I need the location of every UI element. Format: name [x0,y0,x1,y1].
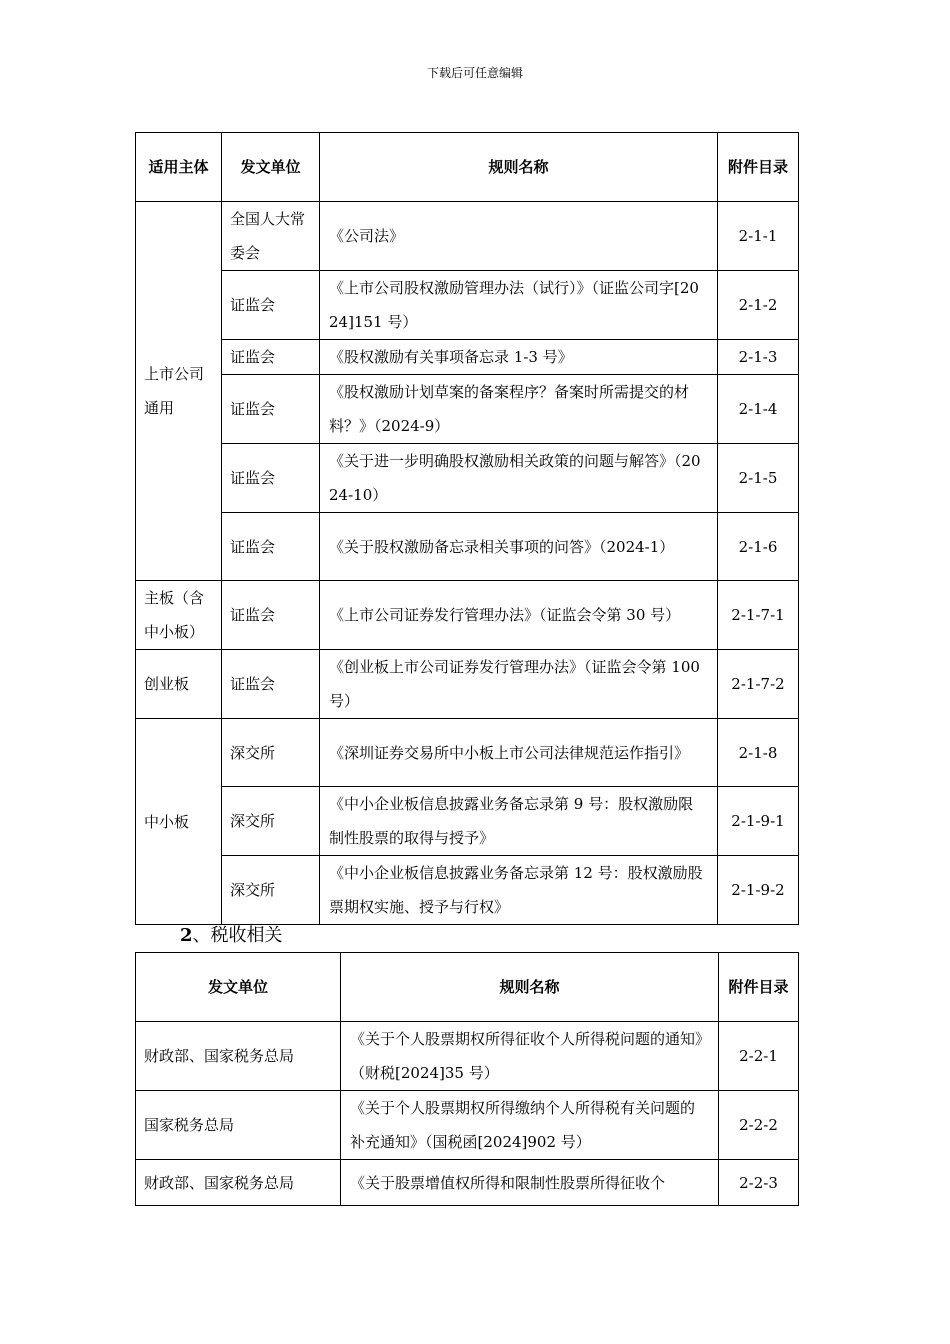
rule-name-cell: 《上市公司股权激励管理办法（试行）》（证监公司字[2024]151 号） [320,271,718,340]
table-row [136,340,799,375]
table-row [136,202,799,271]
attachment-code-cell: 2-1-5 [718,444,799,513]
rule-name-cell: 《股权激励有关事项备忘录 1-3 号》 [320,340,718,375]
attachment-code-cell: 2-1-7-2 [718,650,799,719]
rule-name-cell: 《公司法》 [320,202,718,271]
issuer-cell: 证监会 [222,271,320,340]
issuer-cell: 证监会 [222,650,320,719]
table-row [136,1160,799,1206]
table-row [136,444,799,513]
issuer-cell: 深交所 [222,719,320,787]
rule-name-cell: 《深圳证券交易所中小板上市公司法律规范运作指引》 [320,719,718,787]
table-header-row [136,953,799,1022]
header-issuer: 发文单位 [222,133,320,202]
attachment-code-cell: 2-1-6 [718,513,799,581]
header-rule-name: 规则名称 [341,953,719,1022]
table-row [136,787,799,856]
issuer-cell: 财政部、国家税务总局 [136,1160,341,1206]
attachment-code-cell: 2-2-3 [719,1160,799,1206]
issuer-cell: 证监会 [222,375,320,444]
attachment-code-cell: 2-1-2 [718,271,799,340]
rule-name-cell: 《关于个人股票期权所得征收个人所得税问题的通知》（财税[2024]35 号） [341,1022,719,1091]
issuer-cell: 国家税务总局 [136,1091,341,1160]
header-attachment: 附件目录 [719,953,799,1022]
issuer-cell: 全国人大常委会 [222,202,320,271]
subject-cell: 创业板 [136,650,222,719]
attachment-code-cell: 2-1-1 [718,202,799,271]
attachment-code-cell: 2-1-4 [718,375,799,444]
rule-name-cell: 《创业板上市公司证券发行管理办法》（证监会令第 100 号） [320,650,718,719]
subject-cell: 中小板 [136,719,222,925]
rule-name-cell: 《中小企业板信息披露业务备忘录第 12 号：股权激励股票期权实施、授予与行权》 [320,856,718,925]
issuer-cell: 证监会 [222,513,320,581]
rule-name-cell: 《中小企业板信息披露业务备忘录第 9 号：股权激励限制性股票的取得与授予》 [320,787,718,856]
attachment-code-cell: 2-1-7-1 [718,581,799,650]
tax-rules-table [135,952,799,1206]
rule-name-cell: 《上市公司证券发行管理办法》（证监会令第 30 号） [320,581,718,650]
attachment-code-cell: 2-2-2 [719,1091,799,1160]
issuer-cell: 深交所 [222,856,320,925]
section-title-text: 、税收相关 [192,925,283,946]
section-number: 2 [180,925,193,946]
rules-table [135,132,799,925]
table-row [136,375,799,444]
attachment-code-cell: 2-1-8 [718,719,799,787]
attachment-code-cell: 2-1-3 [718,340,799,375]
issuer-cell: 证监会 [222,340,320,375]
header-rule-name: 规则名称 [320,133,718,202]
table-header-row [136,133,799,202]
table-row [136,1022,799,1091]
attachment-code-cell: 2-1-9-2 [718,856,799,925]
issuer-cell: 证监会 [222,444,320,513]
rule-name-cell: 《股权激励计划草案的备案程序？备案时所需提交的材料？》（2024-9） [320,375,718,444]
table-row [136,856,799,925]
header-issuer: 发文单位 [136,953,341,1022]
table-row [136,719,799,787]
section-heading-tax [180,922,283,950]
rule-name-cell: 《关于股票增值权所得和限制性股票所得征收个 [341,1160,719,1206]
issuer-cell: 深交所 [222,787,320,856]
header-subject: 适用主体 [136,133,222,202]
rule-name-cell: 《关于进一步明确股权激励相关政策的问题与解答》（2024-10） [320,444,718,513]
rule-name-cell: 《关于股权激励备忘录相关事项的问答》（2024-1） [320,513,718,581]
table-row [136,650,799,719]
header-note: 下载后可任意编辑 [426,66,523,80]
table-row [136,513,799,581]
issuer-cell: 证监会 [222,581,320,650]
table-row [136,581,799,650]
attachment-code-cell: 2-1-9-1 [718,787,799,856]
issuer-cell: 财政部、国家税务总局 [136,1022,341,1091]
attachment-code-cell: 2-2-1 [719,1022,799,1091]
subject-cell: 主板（含中小板） [136,581,222,650]
table-row [136,271,799,340]
subject-cell: 上市公司通用 [136,202,222,581]
header-attachment: 附件目录 [718,133,799,202]
rule-name-cell: 《关于个人股票期权所得缴纳个人所得税有关问题的补充通知》（国税函[2024]902 号） [341,1091,719,1160]
table-row [136,1091,799,1160]
